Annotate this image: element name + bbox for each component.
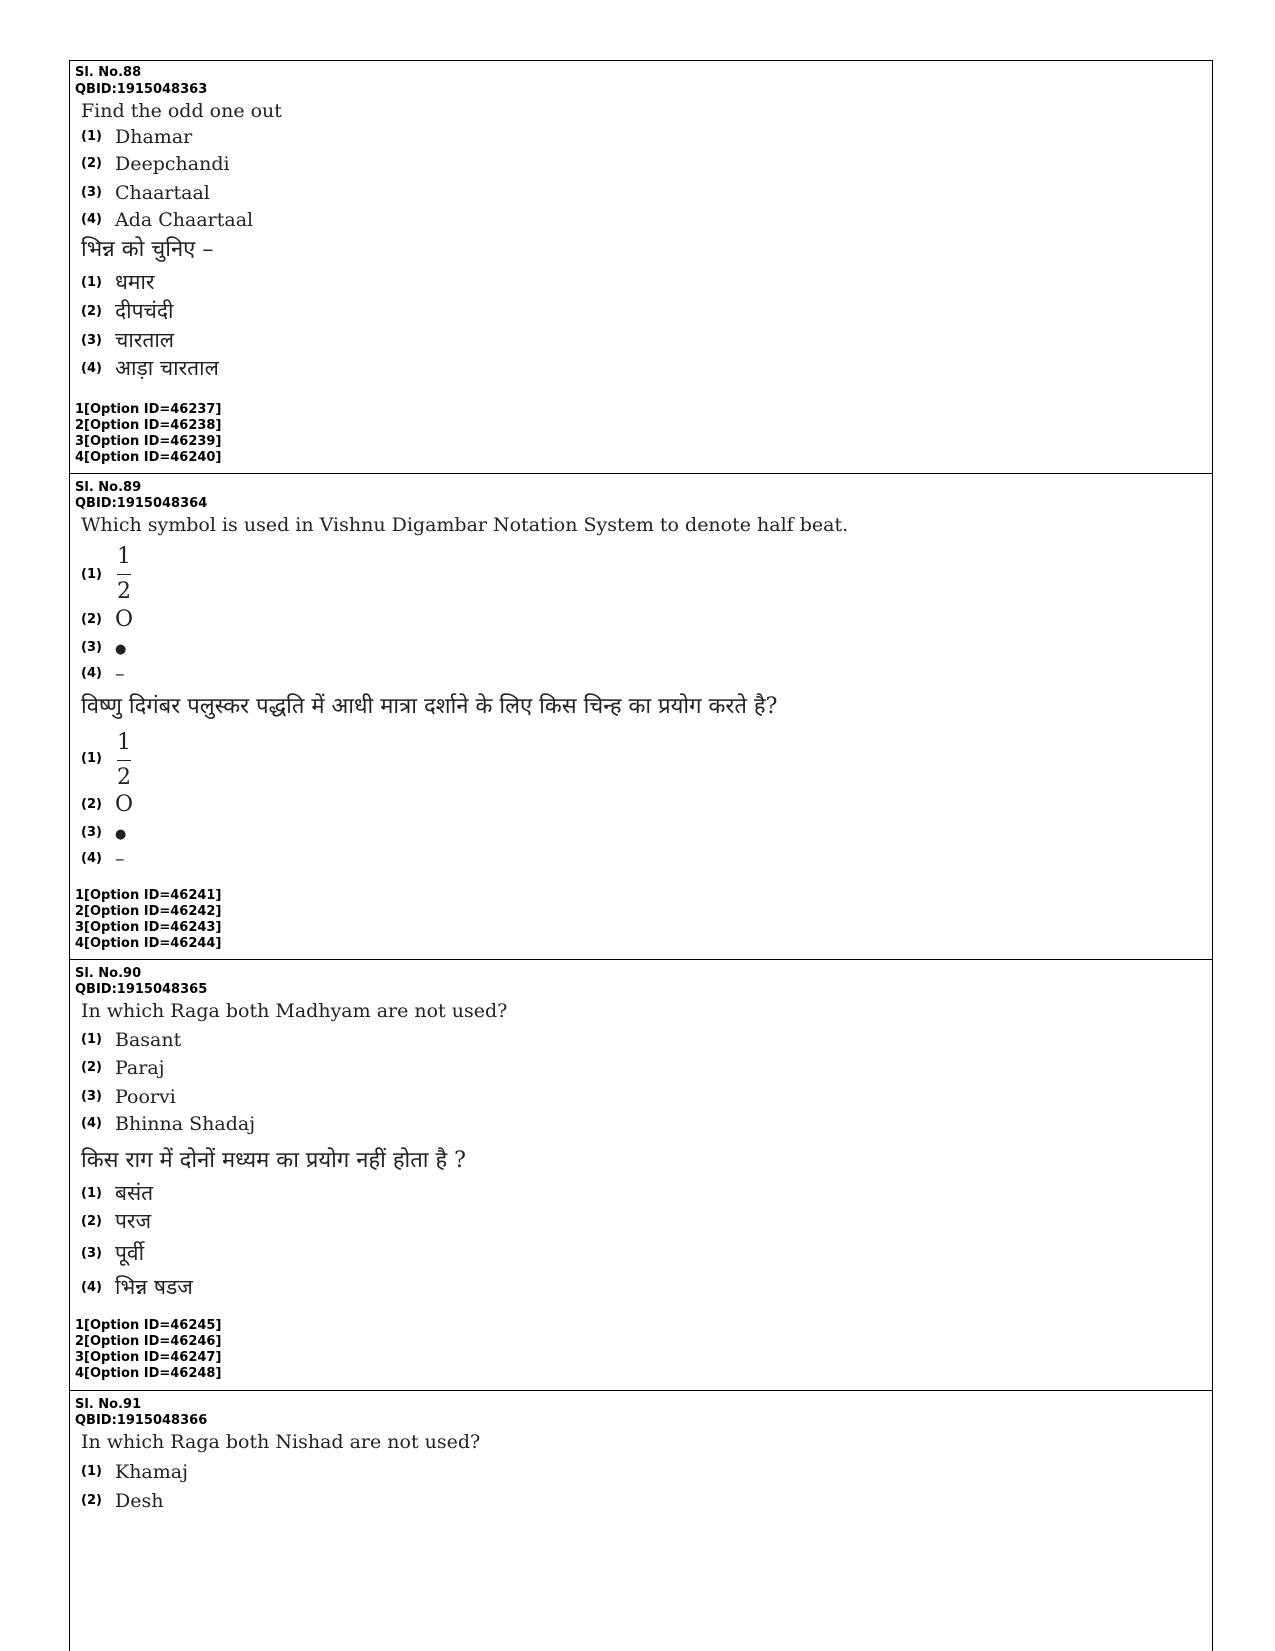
option-number: (4) <box>81 666 102 681</box>
option-id: 1[Option ID=46237] <box>75 402 222 417</box>
option-number: (4) <box>81 851 102 866</box>
serial-number: Sl. No.89 <box>75 480 142 495</box>
option-number: (2) <box>81 304 102 319</box>
serial-number: Sl. No.88 <box>75 65 142 80</box>
question-90 <box>70 960 1212 1391</box>
question-89 <box>70 474 1212 960</box>
fraction-one-half <box>117 544 131 605</box>
option-number: (2) <box>81 1214 102 1229</box>
question-stem-english: In which Raga both Madhyam are not used? <box>81 1000 508 1022</box>
option-number: (1) <box>81 275 102 290</box>
option-number: (1) <box>81 1032 102 1047</box>
option-number: (4) <box>81 1280 102 1295</box>
option-number: (3) <box>81 825 102 840</box>
circle-symbol: O <box>115 607 134 632</box>
option-number: (3) <box>81 333 102 348</box>
option-number: (2) <box>81 1493 102 1508</box>
option-text: Deepchandi <box>115 153 230 175</box>
option-id-list <box>75 1318 221 1382</box>
option-text: दीपचंदी <box>115 299 174 323</box>
option-id: 3[Option ID=46239] <box>75 434 222 449</box>
option-id: 1[Option ID=46241] <box>75 888 222 903</box>
dash-symbol: – <box>115 663 125 685</box>
qbid: QBID:1915048366 <box>75 1413 208 1428</box>
option-text: Poorvi <box>115 1086 176 1108</box>
option-number: (1) <box>81 567 102 582</box>
dash-symbol: – <box>115 848 125 870</box>
option-text: धमार <box>115 270 155 294</box>
question-stem-hindi: विष्णु दिगंबर पलुस्कर पद्धति में आधी मात्रा दर्शाने के लिए किस चिन्ह का प्रयोग करते है? <box>81 694 778 719</box>
circle-symbol: O <box>115 792 134 817</box>
dot-symbol: ● <box>115 827 127 842</box>
option-text: Basant <box>115 1029 182 1051</box>
fraction-numerator: 1 <box>117 544 131 569</box>
fraction-numerator: 1 <box>117 730 131 755</box>
option-id: 3[Option ID=46243] <box>75 920 222 935</box>
option-text: Paraj <box>115 1057 165 1079</box>
option-id: 2[Option ID=46238] <box>75 418 222 433</box>
option-number: (4) <box>81 212 102 227</box>
option-id: 2[Option ID=46246] <box>75 1334 222 1349</box>
option-number: (3) <box>81 640 102 655</box>
option-text: Dhamar <box>115 126 193 148</box>
serial-number: Sl. No.90 <box>75 966 142 981</box>
option-text: पूर्वी <box>115 1241 145 1265</box>
option-number: (2) <box>81 612 102 627</box>
question-sheet <box>69 60 1213 1651</box>
fraction-denominator: 2 <box>117 579 131 604</box>
option-number: (2) <box>81 797 102 812</box>
option-id: 4[Option ID=46244] <box>75 936 222 951</box>
option-text: चारताल <box>115 328 175 352</box>
question-88 <box>70 61 1212 474</box>
option-text: Bhinna Shadaj <box>115 1113 256 1135</box>
fraction-denominator: 2 <box>117 765 131 790</box>
fraction-one-half <box>117 730 131 791</box>
option-number: (1) <box>81 751 102 766</box>
option-id-list <box>75 888 221 952</box>
option-id: 4[Option ID=46240] <box>75 450 222 465</box>
option-id-list <box>75 402 221 466</box>
option-number: (3) <box>81 1246 102 1261</box>
option-number: (2) <box>81 1060 102 1075</box>
option-id: 2[Option ID=46242] <box>75 904 222 919</box>
option-number: (2) <box>81 156 102 171</box>
option-number: (1) <box>81 1464 102 1479</box>
qbid: QBID:1915048364 <box>75 496 208 511</box>
option-id: 4[Option ID=46248] <box>75 1366 222 1381</box>
qbid: QBID:1915048363 <box>75 82 208 97</box>
option-number: (1) <box>81 129 102 144</box>
option-number: (1) <box>81 1186 102 1201</box>
option-number: (3) <box>81 1089 102 1104</box>
option-text: बसंत <box>115 1181 154 1205</box>
option-number: (4) <box>81 1116 102 1131</box>
question-91 <box>70 1391 1212 1651</box>
question-stem-english: Find the odd one out <box>81 100 282 122</box>
option-text: Khamaj <box>115 1461 188 1483</box>
option-text: Ada Chaartaal <box>115 209 254 231</box>
option-text: परज <box>115 1209 152 1233</box>
option-text: Desh <box>115 1490 164 1512</box>
option-text: Chaartaal <box>115 182 210 204</box>
option-number: (4) <box>81 361 102 376</box>
option-id: 1[Option ID=46245] <box>75 1318 222 1333</box>
option-id: 3[Option ID=46247] <box>75 1350 222 1365</box>
fraction-bar <box>117 760 131 761</box>
question-stem-english: Which symbol is used in Vishnu Digambar Notation System to denote half beat. <box>81 514 849 536</box>
qbid: QBID:1915048365 <box>75 982 208 997</box>
dot-symbol: ● <box>115 642 127 657</box>
fraction-bar <box>117 574 131 575</box>
question-stem-hindi: किस राग में दोनों मध्यम का प्रयोग नहीं होता है ? <box>81 1148 466 1173</box>
option-text: भिन्न षडज <box>115 1275 193 1299</box>
question-stem-english: In which Raga both Nishad are not used? <box>81 1431 481 1453</box>
serial-number: Sl. No.91 <box>75 1397 142 1412</box>
option-number: (3) <box>81 185 102 200</box>
option-text: आड़ा चारताल <box>115 356 219 380</box>
question-stem-hindi: भिन्न को चुनिए – <box>81 237 214 262</box>
